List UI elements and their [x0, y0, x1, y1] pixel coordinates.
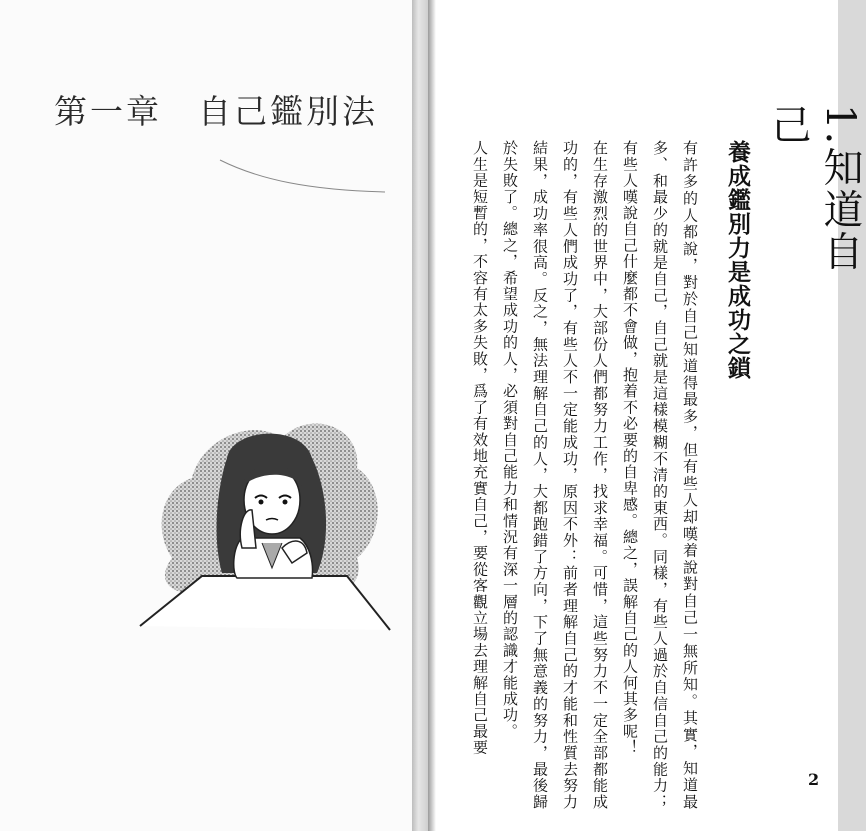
page-number: 2	[808, 770, 820, 789]
paragraph: 人生是短暫的，不容有太多失敗，爲了有效地充實自己，要從客觀立場去理解自己最要	[471, 140, 489, 756]
woman-thinking-illustration	[132, 398, 394, 630]
section-title: 1.知道自己	[765, 104, 863, 273]
left-page	[0, 0, 412, 831]
body-text	[435, 110, 705, 810]
chapter-title: 第一章 自己鑑別法	[54, 92, 378, 131]
paragraph: 在生存激烈的世界中，大部份人們都努力工作，找求幸福。可惜，這些努力不一定全部都能成功的，有些人們成功了，有些人不一定能成功，原因不外：前者理解自己的才能和性質去努力結果，成功率很高。反之，無法理解自己的人，大都跑錯了方向，下了無意義的努力，最後歸於失敗了。總之，希望成功的人，必須對自己能力和情況有深一層的認識才能成功。	[501, 140, 609, 810]
book-gutter	[412, 0, 428, 831]
section-subtitle: 養成鑑別力是成功之鎖	[724, 140, 750, 380]
paragraph: 有許多的人都說，對於自己知道得最多，但有些人却嘆着說對自己一無所知。其實，知道最多、和最少的就是自己，自己就是這樣模糊不清的東西。同樣，有些人過於自信自己的能力；有些人嘆說自己什麼都不會做，抱着不必要的自卑感。總之，誤解自己的人何其多呢！	[621, 140, 699, 810]
decorative-curve	[220, 140, 390, 200]
